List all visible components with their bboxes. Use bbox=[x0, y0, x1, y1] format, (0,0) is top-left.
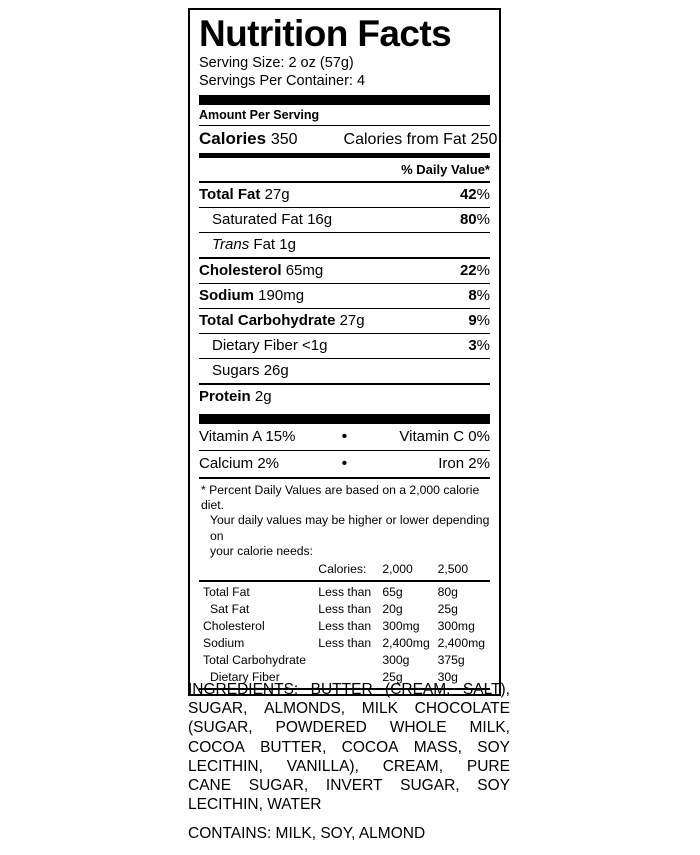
ingredients-word: SUGAR, bbox=[400, 777, 460, 795]
dv-row-value-2500: 30g bbox=[437, 669, 458, 684]
ingredients-word: MILK bbox=[361, 700, 398, 718]
calories-row bbox=[199, 126, 498, 153]
table-row bbox=[199, 601, 490, 618]
ingredients-line bbox=[188, 776, 510, 795]
calories-label-text: Calories bbox=[199, 129, 267, 148]
daily-value-header: % Daily Value* bbox=[401, 162, 490, 177]
dv-number: 22 bbox=[459, 262, 477, 279]
dv-number: 80 bbox=[459, 211, 477, 228]
dv-percent-sign: % bbox=[476, 312, 490, 329]
ingredients-word: COCOA bbox=[341, 738, 399, 756]
serving-size-text: Serving Size: 2 oz (57g) bbox=[199, 55, 354, 71]
dv-row-value-2000: 65g bbox=[382, 584, 403, 599]
nutrient-row-saturated-fat bbox=[199, 208, 490, 232]
dv-percent-sign: % bbox=[476, 211, 490, 228]
ingredients-line bbox=[188, 738, 510, 757]
nutrient-amount: 16g bbox=[307, 211, 333, 228]
nutrient-label bbox=[199, 186, 290, 204]
vitamin-row-a-c bbox=[199, 424, 490, 450]
nutrient-name: Protein bbox=[199, 388, 251, 405]
dv-row-name: Total Carbohydrate bbox=[203, 652, 306, 667]
dv-row-name: Dietary Fiber bbox=[210, 669, 280, 684]
nutrient-name: Total Fat bbox=[199, 186, 261, 203]
nutrient-label bbox=[199, 362, 289, 380]
nutrient-row-sugars bbox=[199, 359, 490, 383]
nutrient-row-protein bbox=[199, 385, 490, 409]
ingredients-word: INVERT bbox=[325, 777, 383, 795]
iron-value: Iron 2% bbox=[438, 455, 490, 472]
nutrient-amount: 27g bbox=[264, 186, 290, 203]
ingredients-word: SALT), bbox=[462, 681, 510, 698]
dv-row-less-than: Less than bbox=[318, 584, 372, 599]
amount-per-serving-label: Amount Per Serving bbox=[199, 108, 320, 122]
nutrient-amount: 2g bbox=[254, 388, 272, 405]
table-row bbox=[199, 635, 490, 652]
ingredients-line bbox=[188, 699, 510, 718]
nutrient-amount: 26g bbox=[263, 362, 289, 379]
daily-value-footnote bbox=[199, 479, 490, 561]
vitamin-row-calcium-iron bbox=[199, 451, 490, 477]
nutrition-facts-panel bbox=[188, 8, 501, 696]
nutrient-row-dietary-fiber bbox=[199, 334, 490, 358]
ingredients-word: (SUGAR, bbox=[188, 719, 253, 737]
dv-number: 42 bbox=[459, 186, 477, 203]
page-title: Nutrition Facts bbox=[199, 13, 452, 54]
nutrient-label bbox=[199, 287, 304, 305]
dv-row-value-2500: 25g bbox=[437, 601, 458, 616]
footnote-line: your calorie needs: bbox=[210, 543, 313, 558]
daily-value-reference-table-body bbox=[199, 584, 490, 686]
ingredients-word: SOY bbox=[477, 738, 510, 756]
nutrient-daily-value bbox=[468, 312, 490, 330]
nutrient-row-trans-fat bbox=[199, 233, 490, 257]
nutrient-label bbox=[199, 262, 323, 280]
ingredients-word: CANE bbox=[188, 777, 232, 795]
dv-row-value-2000: 25g bbox=[382, 669, 403, 684]
table-row bbox=[199, 618, 490, 635]
ingredients-word: CHOCOLATE bbox=[414, 700, 510, 718]
nutrient-name: Fat bbox=[253, 236, 276, 253]
table-row bbox=[199, 652, 490, 669]
dv-number: 3 bbox=[468, 337, 477, 354]
ingredients-word: (CREAM, bbox=[385, 681, 451, 698]
nutrient-row-sodium bbox=[199, 284, 490, 308]
dv-row-name: Sat Fat bbox=[210, 601, 250, 616]
nutrient-label bbox=[199, 236, 296, 254]
dv-row-less-than bbox=[318, 652, 382, 669]
nutrient-name: Sugars bbox=[212, 362, 260, 379]
allergen-contains-text: CONTAINS: MILK, SOY, ALMOND bbox=[188, 825, 426, 842]
nutrient-name: Total Carbohydrate bbox=[199, 312, 336, 329]
dv-row-name: Sodium bbox=[203, 635, 245, 650]
dv-row-value-2000: 300g bbox=[382, 652, 410, 667]
dv-row-value-2000: 2,400mg bbox=[382, 635, 430, 650]
vitamin-a-value: Vitamin A 15% bbox=[199, 428, 296, 445]
dv-row-name: Cholesterol bbox=[203, 618, 265, 633]
ingredients-word: LECITHIN, bbox=[188, 757, 263, 775]
dv-row-value-2000: 20g bbox=[382, 601, 403, 616]
calcium-value: Calcium 2% bbox=[199, 455, 280, 472]
nutrient-amount: 1g bbox=[279, 236, 296, 253]
dv-row-less-than: Less than bbox=[318, 635, 372, 650]
ingredients-word: BUTTER, bbox=[260, 738, 327, 756]
nutrient-label bbox=[199, 211, 332, 229]
ingredients-word: SOY bbox=[477, 777, 510, 795]
dv-percent-sign: % bbox=[476, 186, 490, 203]
divider-thick-vitamins bbox=[199, 414, 490, 424]
bullet-separator-icon: • bbox=[341, 428, 348, 445]
ingredients-word: MASS, bbox=[413, 738, 462, 756]
divider-dv-table-top bbox=[199, 580, 490, 582]
nutrient-row-total-fat bbox=[199, 183, 490, 207]
servings-per-container-text: Servings Per Container: 4 bbox=[199, 72, 366, 89]
ingredients-word: ALMONDS, bbox=[264, 700, 346, 718]
ingredients-line bbox=[188, 718, 510, 737]
nutrient-amount: 65mg bbox=[285, 262, 324, 279]
ingredients-line: LECITHIN, WATER bbox=[188, 796, 322, 814]
vitamin-c-value: Vitamin C 0% bbox=[399, 428, 490, 445]
nutrient-amount: 27g bbox=[339, 312, 365, 329]
ingredients-word: COCOA bbox=[188, 738, 245, 756]
ingredients-text bbox=[188, 680, 510, 814]
dv-percent-sign: % bbox=[476, 262, 490, 279]
nutrient-label bbox=[199, 388, 272, 406]
ingredients-word: INGREDIENTS: bbox=[188, 681, 299, 698]
dv-number: 8 bbox=[468, 287, 477, 304]
nutrient-daily-value bbox=[460, 262, 490, 280]
dv-table-header-spacer bbox=[199, 561, 318, 579]
ingredients-word: PURE bbox=[466, 757, 510, 775]
nutrient-name: Sodium bbox=[199, 287, 254, 304]
nutrient-name: Saturated Fat bbox=[212, 211, 303, 228]
dv-row-less-than: Less than bbox=[318, 618, 372, 633]
footnote-line: Your daily values may be higher or lower depending on bbox=[210, 513, 490, 543]
nutrient-amount: <1g bbox=[302, 337, 328, 354]
nutrient-daily-value bbox=[460, 186, 490, 204]
dv-table-calories-label: Calories: bbox=[318, 562, 367, 577]
ingredients-word: VANILLA), bbox=[286, 757, 359, 775]
ingredients-line bbox=[188, 680, 510, 699]
nutrient-daily-value bbox=[460, 211, 490, 229]
nutrient-italic-word: Trans bbox=[212, 236, 250, 253]
ingredients-word: BUTTER bbox=[310, 681, 373, 698]
dv-table-col-2000-header: 2,000 bbox=[382, 562, 413, 577]
nutrient-label bbox=[199, 312, 365, 330]
ingredients-word: WHOLE bbox=[389, 719, 447, 737]
ingredients-word: MILK, bbox=[469, 719, 510, 737]
nutrient-label bbox=[199, 337, 327, 355]
table-row bbox=[199, 584, 490, 601]
dv-number: 9 bbox=[468, 312, 477, 329]
dv-percent-sign: % bbox=[476, 337, 490, 354]
nutrient-daily-value bbox=[468, 287, 490, 305]
dv-row-value-2000: 300mg bbox=[382, 618, 420, 633]
nutrient-amount: 190mg bbox=[258, 287, 305, 304]
calories-value: 350 bbox=[270, 131, 298, 148]
nutrient-row-cholesterol bbox=[199, 259, 490, 283]
table-header-row bbox=[199, 561, 490, 579]
dv-table-col-2500-header: 2,500 bbox=[437, 562, 469, 577]
nutrient-name: Dietary Fiber bbox=[212, 337, 298, 354]
dv-row-value-2500: 2,400mg bbox=[437, 635, 486, 650]
dv-row-value-2500: 80g bbox=[437, 584, 458, 599]
divider-thick-top bbox=[199, 95, 490, 105]
dv-row-less-than: Less than bbox=[318, 601, 372, 616]
dv-percent-sign: % bbox=[476, 287, 490, 304]
calories-from-fat: Calories from Fat 250 bbox=[343, 131, 498, 148]
daily-value-reference-table bbox=[199, 561, 490, 579]
ingredients-word: POWDERED bbox=[275, 719, 367, 737]
bullet-separator-icon: • bbox=[341, 455, 348, 472]
nutrient-daily-value bbox=[468, 337, 490, 355]
dv-row-name: Total Fat bbox=[203, 584, 250, 599]
nutrient-name: Cholesterol bbox=[199, 262, 282, 279]
dv-row-value-2500: 300mg bbox=[437, 618, 475, 633]
ingredients-line bbox=[188, 757, 510, 776]
footnote-line: * Percent Daily Values are based on a 2,000 calorie diet. bbox=[201, 483, 480, 513]
ingredients-word: SUGAR, bbox=[248, 777, 309, 795]
ingredients-word: CREAM, bbox=[382, 757, 444, 775]
calories-label bbox=[199, 129, 298, 149]
nutrient-row-total-carbohydrate bbox=[199, 309, 490, 333]
dv-row-value-2500: 375g bbox=[437, 652, 465, 667]
ingredients-word: SUGAR, bbox=[188, 700, 248, 718]
